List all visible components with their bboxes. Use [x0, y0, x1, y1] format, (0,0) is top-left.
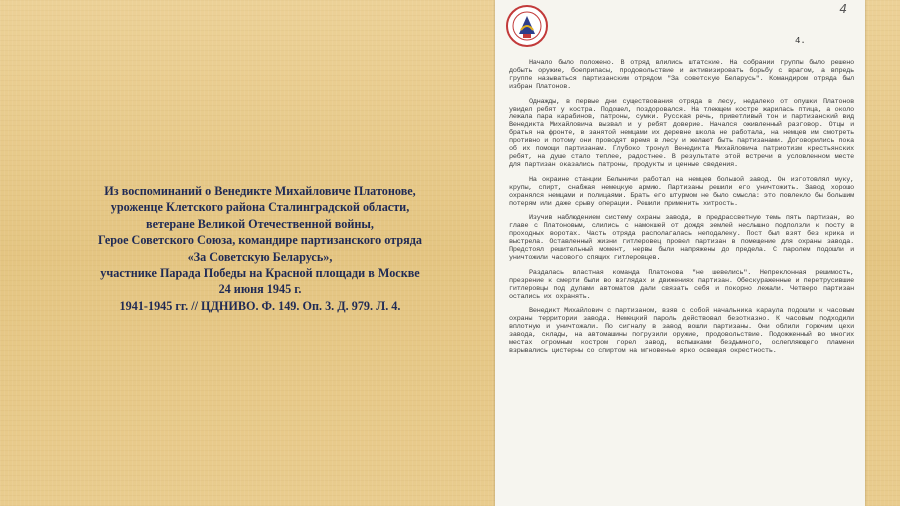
- page-number: 4.: [795, 36, 806, 46]
- caption-line: 24 июня 1945 г.: [218, 282, 302, 297]
- caption-block: [40, 183, 480, 314]
- typewritten-text: [509, 60, 854, 363]
- paragraph: Венедикт Михайлович с партизаном, взяв с собой начальника караула подошли к часовым охраны территории завода. Немецкий пароль действовал безотказно. К часовым подходили вплотную и уничтожали. По сигналу в завод вошли партизаны. Они облили горючим цехи завода, склады, на автомашины погрузили оружие, продовольствие. Подожженный во многих местах огромным костром горел завод, вспышками бездымного, ослепляющего пламени взрывались цистерны со спиртом на мгновенье ярко освещая окрестность.: [509, 307, 854, 355]
- paragraph: Начало было положено. В отряд влились штатские. На собрании группы было решено добыть оружие, боеприпасы, продовольствие и активизировать борьбу с врагом, а впредь группе называться партизанским отрядом "За советскую Беларусь". Командиром отряда был избран Платонов.: [509, 59, 854, 91]
- archival-document-page: [495, 0, 865, 506]
- caption-line: «За Советскую Беларусь»,: [187, 249, 333, 264]
- paragraph: Раздалась властная команда Платонова "не шевелись". Непреклонная решимость, презрение к смерти были во взглядах и движениях партизан. Обескураженные и перетрусившие гитлеровцы под дулами автоматов дали связать себя и покорно лежали. Четверо партизан остались их охранять.: [509, 268, 854, 301]
- paragraph: На окраине станции Белыничи работал на немцев большой завод. Он изготовлял муку, крупы, спирт, снабжая немецкую армию. Партизаны решили его уничтожить. Завод хорошо охранялся немцами и полицаями. Брать его штурмом не было смысла: это повлекло бы большим потерям или даже срыву операции. Решили применить хитрость.: [509, 175, 854, 208]
- paragraph: Изучив наблюдением систему охраны завода, в предрассветную темь пять партизан, во главе с Платоновым, слились с намокшей от дождя землей неслышно подползли к посту в проходных воротах. Часть отряда располагалась неподалеку. Пост был взят без крика и выстрела. Оставленный жизни гитлеровец провел партизан в помещение для охраны завода. Предстоял решительный момент, нервы были напряжены до предела. С паролем подошли и уничтожили часового спящих гитлеровцев.: [509, 214, 854, 262]
- caption-line: участнике Парада Победы на Красной площади в Москве: [100, 266, 420, 281]
- paragraph: Однажды, в первые дни существования отряда в лесу, недалеко от опушки Платонов увидел ребят у костра. Подошел, поздоровался. На тлеющем костре жарилась птица, а около лежала пара карабинов, патроны, сумки. Русская речь, приветливый тон и партизанский вид Венедикта Михайловича вызвал и у ребят доверие. Начался оживленный разговор. Отцы и братья на фронте, в занятой немцами их деревне школа не работала, на немцев им смотреть противно и потому они проводят время в лесу и желают быть партизанами. Договорились пока об их помощи партизанам. Глубоко тронул Венедикта Михайловича патриотизм крестьянских ребят, на душе стало теплее, радостнее. В результате этой встречи в условленном месте для партизан оказались патроны, продукты и ценные сведения.: [509, 97, 854, 169]
- caption-line: уроженце Клетского района Сталинградской области,: [110, 200, 410, 215]
- archive-sheet-number: 4: [839, 2, 847, 16]
- caption-line: Из воспоминаний о Венедикте Михайловиче Платонове,: [104, 184, 416, 198]
- caption-line: 1941-1945 гг. // ЦДНИВО. Ф. 149. Оп. 3. Д. 979. Л. 4.: [119, 298, 401, 313]
- caption-line: Герое Советского Союза, командире партизанского отряда: [98, 233, 422, 248]
- caption-line: ветеране Великой Отечественной войны,: [146, 216, 374, 231]
- archive-seal-icon: [505, 4, 549, 48]
